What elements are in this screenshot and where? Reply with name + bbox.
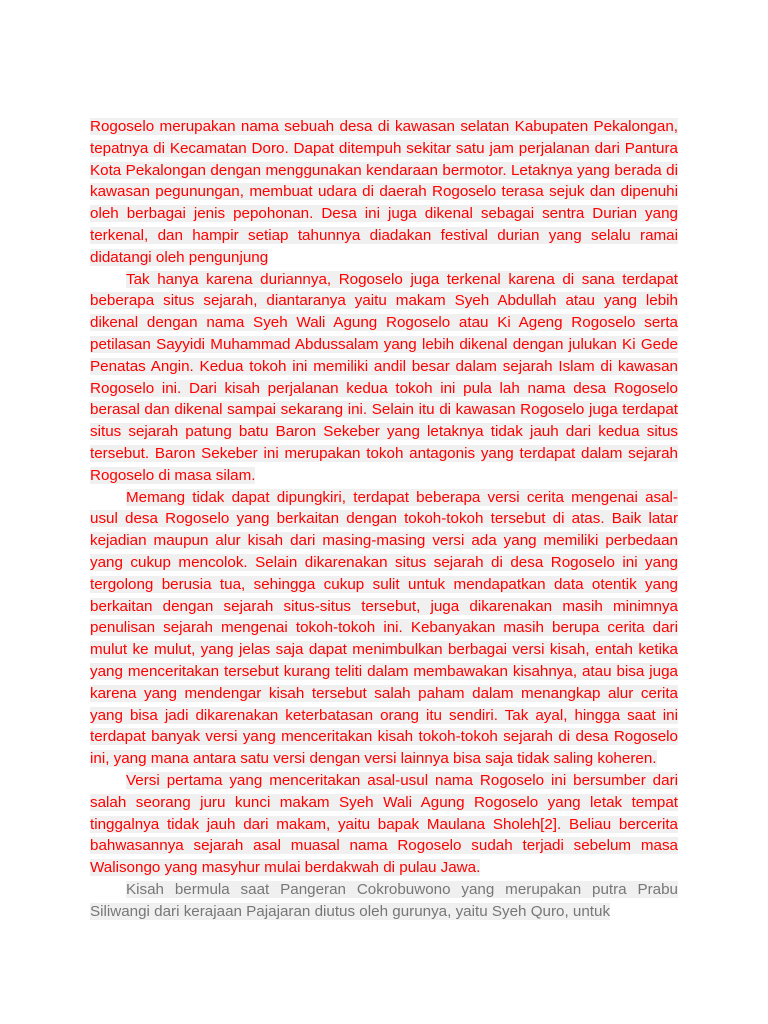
paragraph-text: Rogoselo merupakan nama sebuah desa di kawasan selatan Kabupaten Pekalongan, tepatnya di Kecamatan Doro. Dapat ditempuh sekitar satu jam perjalanan dari Pantura Kota Pekalongan dengan menggunakan kendaraan bermotor. Letaknya yang berada di kawasan pegunungan, membuat udara di daerah Rogoselo terasa sejuk dan dipenuhi oleh berbagai jenis pepohonan. Desa ini juga dikenal sebagai sentra Durian yang terkenal, dan hampir setiap tahunnya diadakan festival durian yang selalu ramai didatangi oleh pengunjung (90, 118, 678, 266)
paragraph-story-begin (90, 879, 678, 923)
paragraph-text: Kisah bermula saat Pangeran Cokrobuwono yang merupakan putra Prabu Siliwangi dari kerajaan Pajajaran diutus oleh gurunya, yaitu Syeh Quro, untuk (90, 880, 678, 920)
paragraph-first-version (90, 770, 678, 879)
paragraph-text: Versi pertama yang menceritakan asal-usul nama Rogoselo ini bersumber dari salah seorang juru kunci makam Syeh Wali Agung Rogoselo yang letak tempat tinggalnya tidak jauh dari makam, yaitu bapak Maulana Sholeh[2]. Beliau bercerita bahwasannya sejarah asal muasal nama Rogoselo sudah terjadi sebelum masa Walisongo yang masyhur mulai berdakwah di pulau Jawa. (90, 771, 678, 877)
paragraph-intro (90, 116, 678, 269)
paragraph-historic-sites (90, 269, 678, 487)
paragraph-text: Tak hanya karena duriannya, Rogoselo juga terkenal karena di sana terdapat beberapa situs sejarah, diantaranya yaitu makam Syeh Abdullah atau yang lebih dikenal dengan nama Syeh Wali Agung Rogoselo atau Ki Ageng Rogoselo serta petilasan Sayyidi Muhammad Abdussalam yang lebih dikenal dengan julukan Ki Gede Penatas Angin. Kedua tokoh ini memiliki andil besar dalam sejarah Islam di kawasan Rogoselo ini. Dari kisah perjalanan kedua tokoh ini pula lah nama desa Rogoselo berasal dan dikenal sampai sekarang ini. Selain itu di kawasan Rogoselo juga terdapat situs sejarah patung batu Baron Sekeber yang letaknya tidak jauh dari kedua situs tersebut. Baron Sekeber ini merupakan tokoh antagonis yang terdapat dalam sejarah Rogoselo di masa silam. (90, 270, 678, 484)
document-page (90, 116, 678, 922)
paragraph-versions (90, 487, 678, 770)
paragraph-text: Memang tidak dapat dipungkiri, terdapat beberapa versi cerita mengenai asal-usul desa Rogoselo yang berkaitan dengan tokoh-tokoh tersebut di atas. Baik latar kejadian maupun alur kisah dari masing-masing versi ada yang memiliki perbedaan yang cukup mencolok. Selain dikarenakan situs sejarah di desa Rogoselo ini yang tergolong berusia tua, sehingga cukup sulit untuk mendapatkan data otentik yang berkaitan dengan sejarah situs-situs tersebut, juga dikarenakan masih minimnya penulisan sejarah mengenai tokoh-tokoh ini. Kebanyakan masih berupa cerita dari mulut ke mulut, yang jelas saja dapat menimbulkan berbagai versi kisah, entah ketika yang menceritakan tersebut kurang teliti dalam membawakan kisahnya, atau bisa juga karena yang mendengar kisah tersebut salah paham dalam menangkap alur cerita yang bisa jadi dikarenakan keterbatasan orang itu sendiri. Tak ayal, hingga saat ini terdapat banyak versi yang menceritakan kisah tokoh-tokoh sejarah di desa Rogoselo ini, yang mana antara satu versi dengan versi lainnya bisa saja tidak saling koheren. (90, 488, 678, 768)
